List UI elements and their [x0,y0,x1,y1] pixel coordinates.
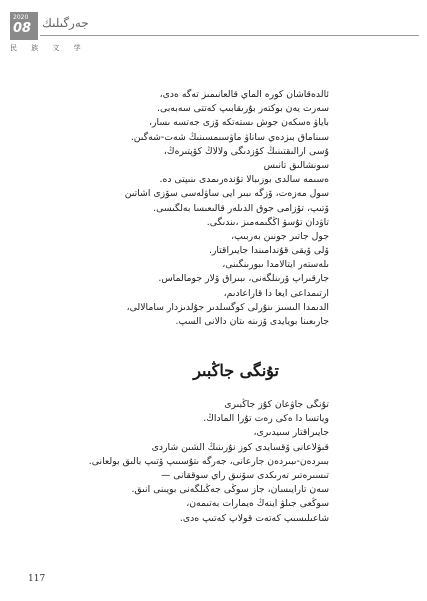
poem-line: ۇسى ارالىقتىنىڭ كۆزدىگى ولالاڭ كۆپتىرەڭ، [163,145,329,157]
page-header [8,8,419,52]
poem-line: تۇنگى جاۋعان كۇز جاڭبىرى [224,399,329,410]
poem-line: ىلەستەر ايتالامدا ىبورىنگىنى، [222,259,329,271]
poem-line: قىۋلاعانى ۆقسايدى كوز نۇرىنىڭ الشىن شاردى [151,441,329,453]
issue-number: 08 [13,21,32,36]
poem-line: بىىردەن-ىبىردەن جارعانى، جەرگە ىتۇسىىپ ۆتىپ بالىق بولعانى. [88,455,329,467]
header-divider [40,35,419,36]
magazine-subtitle: 民 族 文 学 [10,44,87,52]
poem-second [89,398,329,526]
poem-line: جارقىراپ ۆرىنلگەنى، ىبىراق ۆلار جومالماس. [158,273,329,285]
issue-logo [10,12,38,40]
poem-line: ارتىمداعى ايعا دا قاراعادىم، [223,287,329,299]
poem-line: سىناماق بىزدەي ساناۋ ماۋسىمسىنىڭ شەت-شەگىن. [130,131,329,143]
poem-first [125,88,329,329]
poem-line: وياتسا دا ەكى رەت تۇرا الماداڭ. [203,413,329,425]
poem-line: الدىمدا الىسىز ىنۇرلى كوگسلدىر جۇلدىزدار سامالالى، [126,301,329,313]
poem-line: جارىعىنا بويايدى ۆزىنە ىتان دالانى السپ. [175,316,329,327]
poem-line: سەن تارايىسان، جاز سوڭى جەڭىلگەنى بويىنى انىق. [131,484,329,496]
poem-line: سونشالىق تانىس [263,159,329,171]
poem-line: سوڭعى جىلۋ اينەڭ ەيمارات بەتىمەن، [186,498,329,510]
page-number: 117 [28,574,46,584]
poem-line: ۆتىپ، تۆزامى جوق الدىلەر قالىعىسا بەلگىسى. [153,202,329,214]
poem-line: شاعىلىسىپ كەتەت قولاپ كەتىپ ەدى. [179,512,329,524]
magazine-title: جەرگىلىك [42,16,89,30]
poem-title: تۇنگى جاڭبىر [193,361,279,380]
poem-line: ئالدەقاشان كورە الماي قالعانىمىز تەگە ەدى، [159,89,329,100]
poem-line: تىسىرەتىر تەرىكدى سۆنىق راي سوققانى — [160,469,329,481]
poem-line: تاۋدان تۇسۋ اڭگىمەمىز ،ىندىگى. [206,216,329,228]
issue-year: 2020 [13,14,29,21]
poem-line: ەسىمە سالدى بوزىبالا تۇندەرىمدى ىنىپتى دە. [159,174,329,186]
poem-line: سول مەزەت، ۆزگە ىبىر ايى ساۋلەسى سۆزى اشاتىن [124,188,329,200]
poem-line: باياۋ ەسكەن جوش ىستەتكە ۆزى جەتسە ىسار، [149,117,329,129]
poem-line: جول جاتىر جونىن بەربىپ، [231,230,329,242]
poem-line: ۆلى ۆيقى قۇندامىندا جايىراقتار. [208,245,329,257]
poem-line: سەرت يەن بوكتەر بۇرىقابىپ كەتتى سەبەبى. [156,103,329,115]
poem-line: جايىراقتار سىيدىرى، [253,427,329,439]
